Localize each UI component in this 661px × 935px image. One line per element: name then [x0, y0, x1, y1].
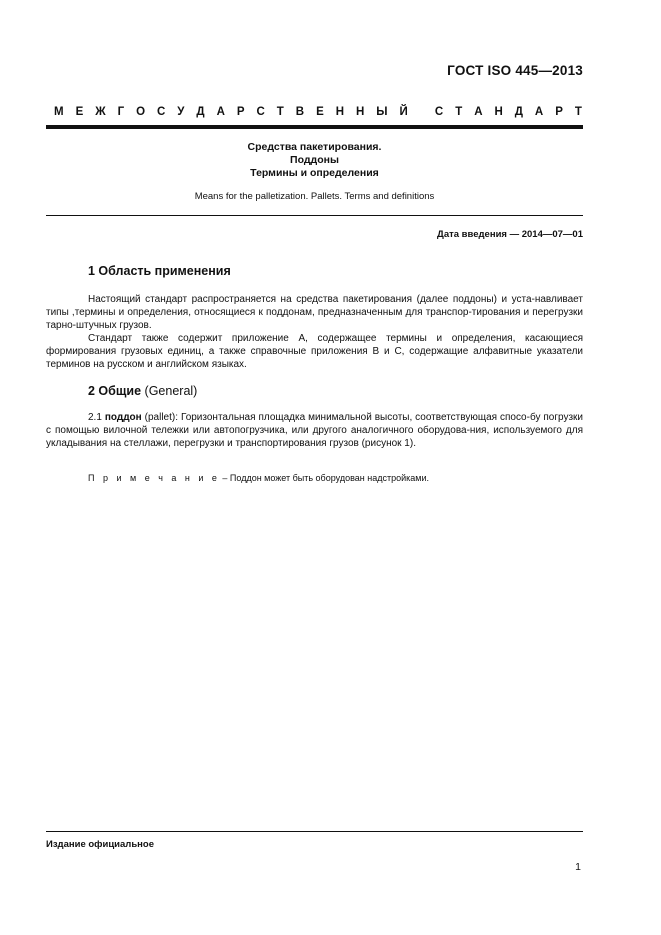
banner-letter: Д [514, 106, 523, 118]
note-text: – Поддон может быть оборудован надстройками. [219, 473, 429, 483]
banner-letter: Р [555, 106, 563, 118]
banner-letter: У [177, 106, 185, 118]
definition-term: поддон [104, 412, 142, 423]
section-2-heading-english: (General) [144, 384, 198, 398]
title-en: Means for the palletization. Pallets. Terms and definitions [194, 191, 435, 202]
banner-letter: М [54, 106, 64, 118]
document-code: ГОСТ ISO 445—2013 [447, 63, 583, 78]
title-ru [46, 141, 583, 180]
definition-text: : Горизонтальная площадка минимальной высоты, соответствующая спосо-бу погрузки с помощью вилочной тележки или автопогрузчика, или другого аналогичного оборудова-ния, используемого для укладывания на стеллажи, перегрузки и транспортирования грузов (рисунок 1). [46, 412, 584, 450]
title-line-2: Поддоны [290, 154, 339, 166]
footer-rule [46, 831, 583, 832]
banner-word-gap [420, 106, 423, 118]
section-1-heading: 1 Область применения [88, 264, 231, 278]
title-rule [46, 215, 583, 216]
banner-letter: С [157, 106, 166, 118]
banner-letter: Н [355, 106, 365, 118]
banner-letter: Й [399, 106, 408, 118]
section-1-paragraph-2: Стандарт также содержит приложение А, содержащее термины и определения, касающиеся формирования грузовых единиц, а также справочные приложения В и С, содержащие алфавитные указатели терминов на русском и английском языках. [46, 333, 583, 371]
note-label: П р и м е ч а н и е [88, 473, 220, 483]
banner-letter: Е [75, 106, 84, 118]
banner-letter: О [136, 106, 146, 118]
note [88, 473, 429, 483]
title-line-1: Средства пакетирования. [247, 141, 382, 153]
definition-number: 2.1 [88, 412, 102, 423]
banner-letter: Г [117, 106, 125, 118]
banner-letter: Т [455, 106, 463, 118]
section-2-heading [88, 384, 197, 398]
section-2-heading-title: 2 Общие [88, 384, 142, 398]
banner-letter: В [295, 106, 305, 118]
banner-letter: Н [494, 106, 503, 118]
banner-letter: А [534, 106, 544, 118]
definition-2-1 [46, 411, 583, 451]
banner-letter: А [216, 106, 225, 118]
edition-label: Издание официальное [46, 839, 154, 850]
header-rule-thick [46, 125, 583, 129]
intro-date: Дата введения — 2014—07—01 [437, 229, 583, 240]
banner-letter: А [474, 106, 483, 118]
banner-letter: Т [276, 106, 284, 118]
banner-letter: Е [316, 106, 324, 118]
section-1-paragraph-1: Настоящий стандарт распространяется на средства пакетирования (далее поддоны) и уста-навливает типы ,термины и определения, относящиеся к поддонам, предназначенным для транспор-тирования и перегрузки тарно-штучных грузов. [46, 294, 583, 332]
banner-letter: Д [196, 106, 205, 118]
banner-letter: Ж [95, 106, 106, 118]
banner-letter: Т [574, 106, 582, 118]
banner-letter: С [434, 106, 444, 118]
definition-term-english: (pallet) [144, 412, 176, 423]
page-number: 1 [575, 861, 581, 873]
interstate-standard-banner [54, 106, 582, 118]
banner-letter: Ы [376, 106, 388, 118]
banner-letter: Н [335, 106, 345, 118]
banner-letter: Р [236, 106, 245, 118]
title-line-3: Термины и определения [250, 167, 379, 179]
banner-letter: С [256, 106, 265, 118]
